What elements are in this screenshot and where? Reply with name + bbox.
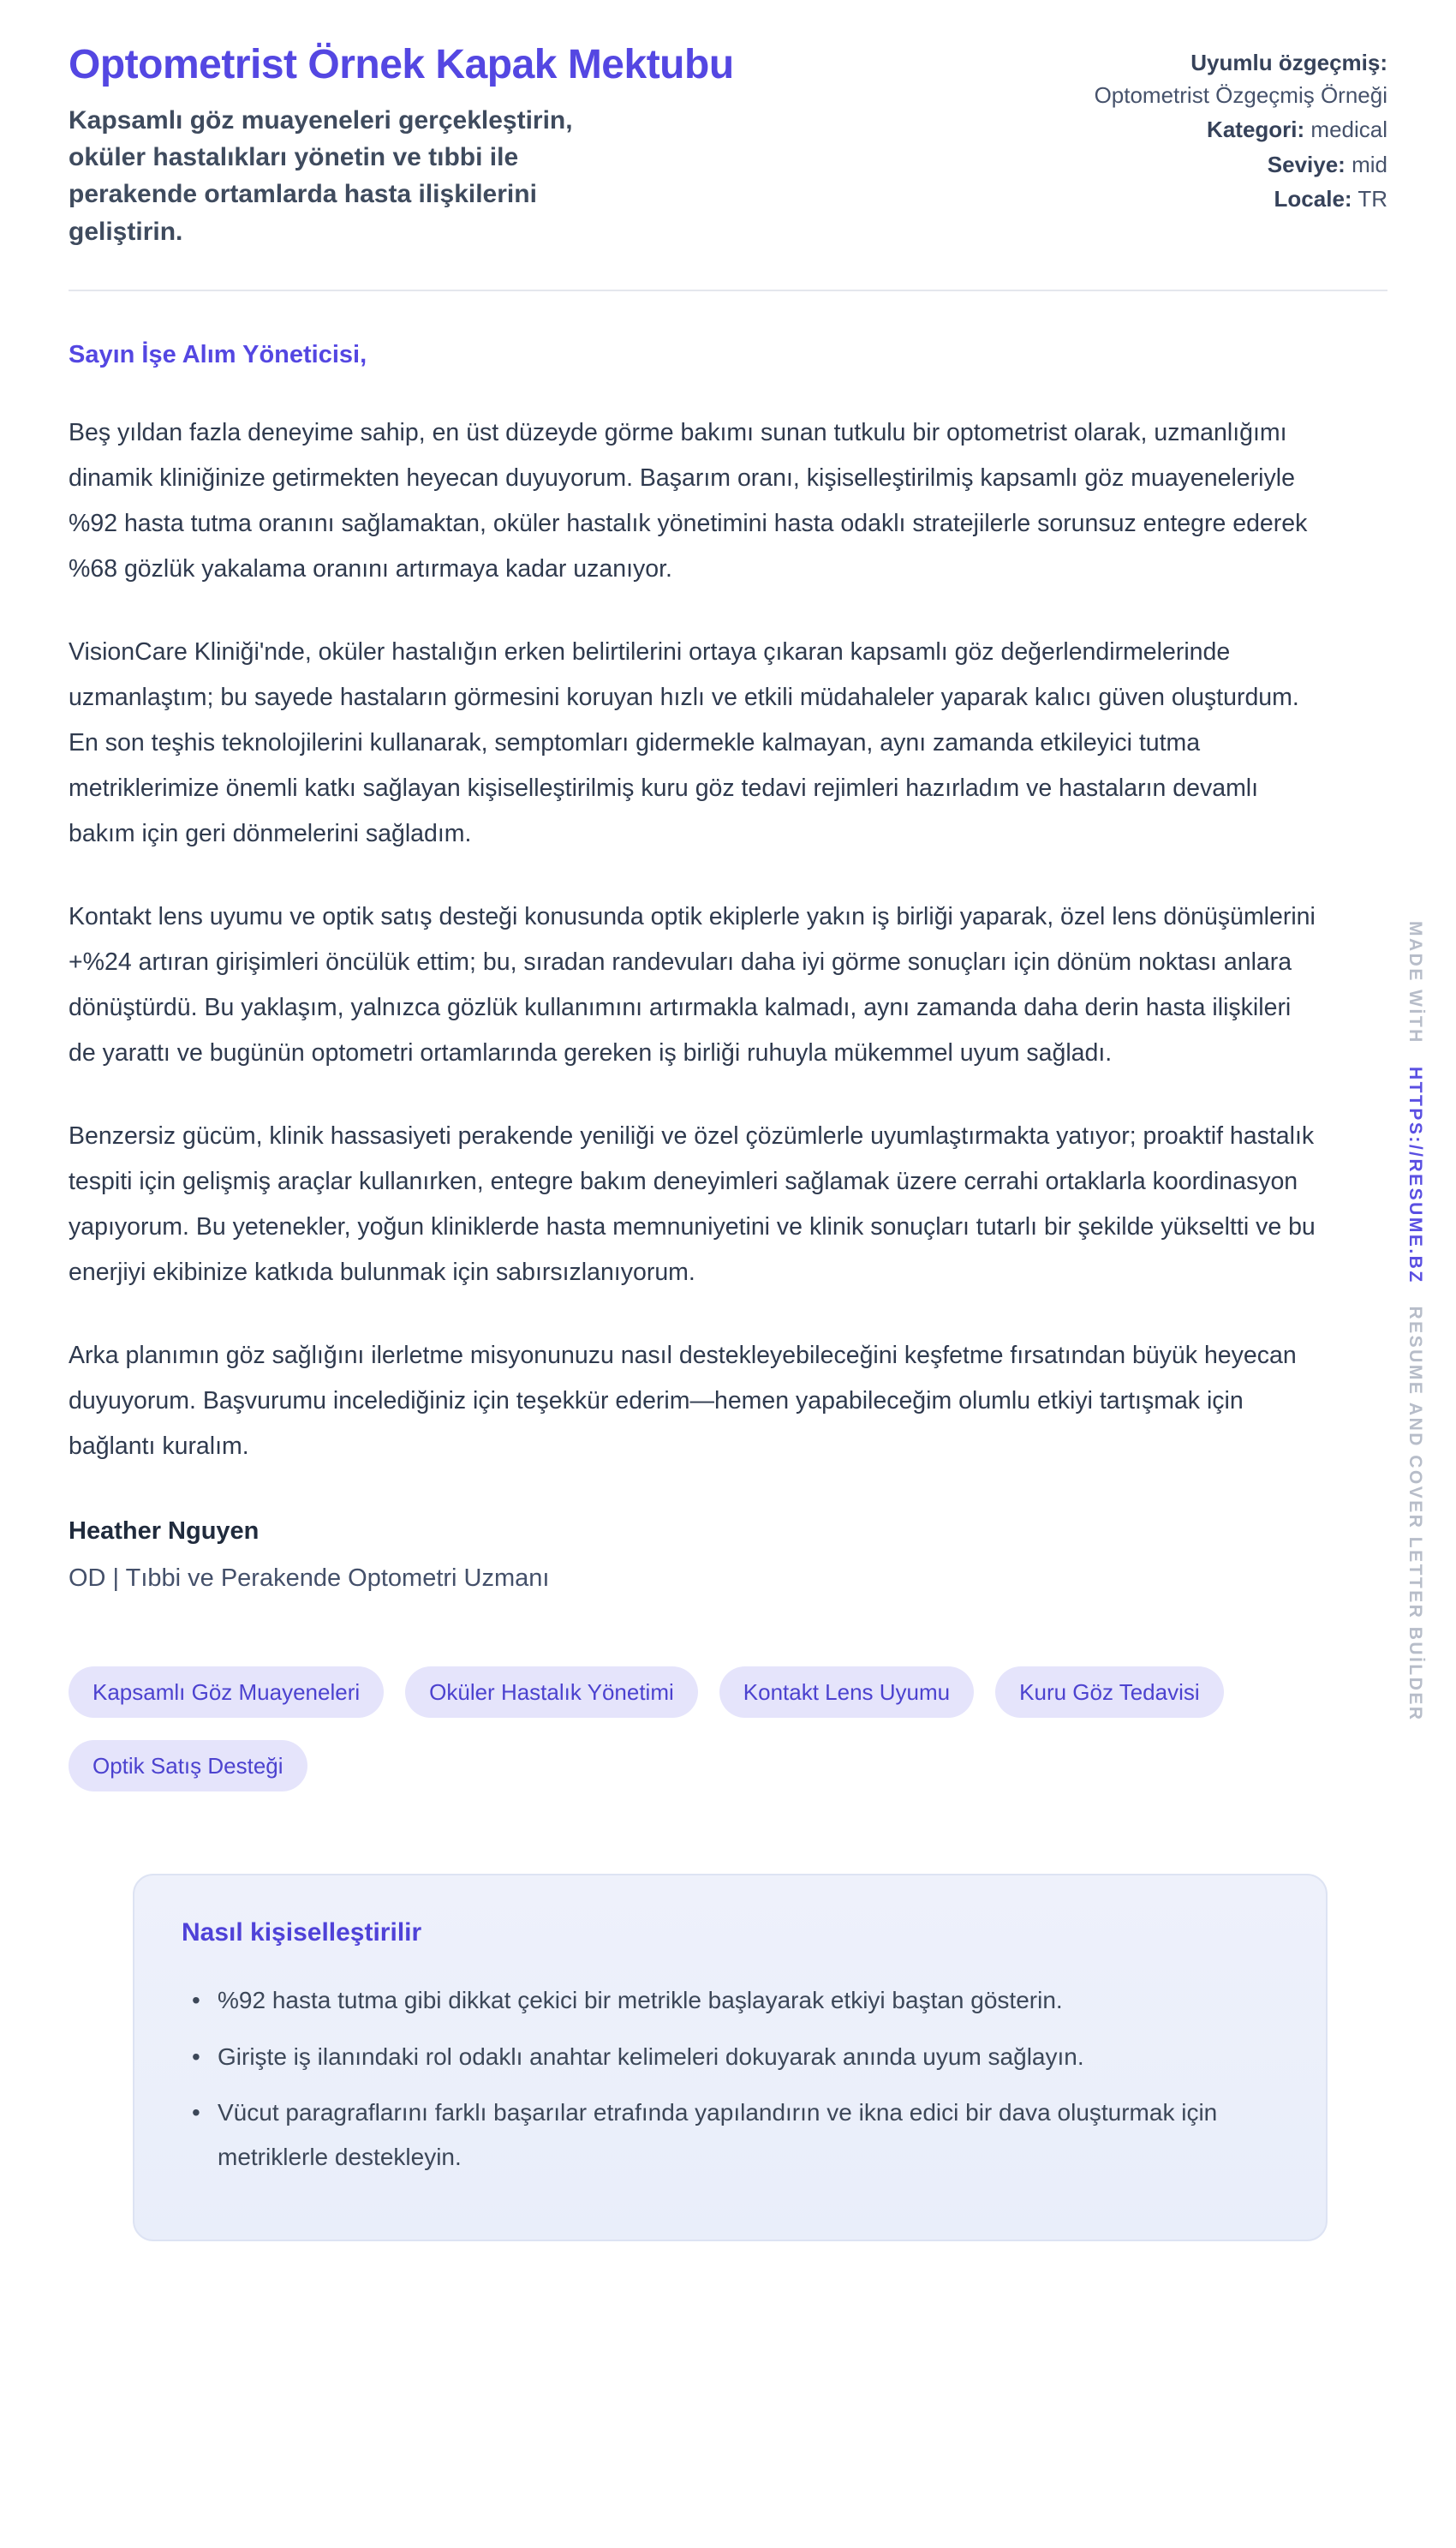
skill-tag[interactable]: Oküler Hastalık Yönetimi — [405, 1666, 698, 1718]
page-subtitle: Kapsamlı göz muayeneleri gerçekleştirin, oküler hastalıkları yönetin ve tıbbi ile perakende ortamlarda hasta ilişkilerini geliştirin. — [69, 106, 573, 246]
letter-greeting: Sayın İşe Alım Yöneticisi, — [69, 340, 367, 368]
meta-locale-label: Locale: — [1274, 185, 1352, 212]
page-header — [69, 0, 1387, 250]
letter-paragraph: Benzersiz gücüm, klinik hassasiyeti perakende yeniliği ve özel çözümlerle uyumlaştırmakta yatıyor; proaktif hastalık tespiti için gelişmiş araçlar kullanırken, entegre bakım deneyimleri sağlamak üzere cerrahi ortaklarla koordinasyon yapıyorum. Bu yetenekler, yoğun kliniklerde hasta memnuniyetini ve klinik sonuçları tutarlı bir şekilde yükseltti ve bu enerjiyi ekibinize katkıda bulunmak için sabırsızlanıyorum. — [69, 1121, 1316, 1286]
meta-level-label: Seviye: — [1267, 151, 1346, 177]
credit-resume-bz-link[interactable]: HTTPS://RESUME.BZ — [1405, 1066, 1425, 1284]
tips-heading: Nasıl kişiselleştirilir — [182, 1917, 422, 1947]
credit-builder-text: RESUME AND COVER LETTER BUİLDER — [1405, 1306, 1425, 1722]
letter-paragraph: VisionCare Kliniği'nde, oküler hastalığın erken belirtilerini ortaya çıkaran kapsamlı göz değerlendirmelerinde uzmanlaştım; bu sayede hastaların görmesini koruyan hızlı ve etkili müdahaleler yaparak kalıcı güven oluşturdum. En son teşhis teknolojilerini kullanarak, semptomları gidermekle kalmayan, aynı zamanda etkileyici tutma metriklerimize önemli katkı sağlayan kişiselleştirilmiş kuru göz tedavi rejimleri hazırladım ve hastaların devamlı bakım için geri dönmelerini sağladım. — [69, 637, 1299, 847]
header-divider — [69, 290, 1387, 291]
resume-meta-panel — [1079, 41, 1387, 217]
personalization-tips-box — [133, 1874, 1328, 2241]
letter-paragraph: Kontakt lens uyumu ve optik satış desteği konusunda optik ekiplerle yakın iş birliği yaparak, özel lens dönüşümlerini +%24 artıran girişimleri öncülük ettim; bu, sıradan randevuları daha iyi görme sonuçları için dönüm noktası anlara dönüştürdü. Bu yaklaşım, yalnızca gözlük kullanımını artırmakla kalmadı, aynı zamanda daha derin hasta ilişkileri de yarattı ve bugünün optometri ortamlarında gereken iş birliği ruhuyla mükemmel uyum sağladı. — [69, 902, 1316, 1067]
skill-tag[interactable]: Kapsamlı Göz Muayeneleri — [69, 1666, 384, 1718]
tips-item: • Vücut paragraflarını farklı başarılar etrafında yapılandırın ve ikna edici bir dava oluşturmak için metriklerle destekleyin. — [182, 2090, 1274, 2180]
letter-paragraph: Arka planımın göz sağlığını ilerletme misyonunuzu nasıl destekleyebileceğini keşfetme fırsatından büyük heyecan duyuyorum. Başvurumu incelediğiniz için teşekkür ederim—hemen yapabileceğim olumlu etkiyi tartışmak için bağlantı kuralım. — [69, 1341, 1297, 1460]
meta-locale-value: TR — [1358, 185, 1387, 212]
skill-tag[interactable]: Kontakt Lens Uyumu — [719, 1666, 974, 1718]
meta-category — [1079, 113, 1387, 146]
header-title-block — [69, 41, 734, 250]
letter-paragraph: Beş yıldan fazla deneyime sahip, en üst düzeyde görme bakımı sunan tutkulu bir optometrist olarak, uzmanlığımı dinamik kliniğinize getirmekten heyecan duyuyorum. Başarım oranı, kişiselleştirilmiş kapsamlı göz muayeneleriyle %92 hasta tutma oranını sağlamaktan, oküler hastalık yönetimini hasta odaklı stratejilerle sorunsuz entegre ederek %68 gözlük yakalama oranını artırmaya kadar uzanıyor. — [69, 418, 1308, 583]
meta-level-value: mid — [1352, 151, 1387, 177]
meta-level — [1079, 148, 1387, 181]
meta-matching-resume-label: Uyumlu özgeçmiş: — [1190, 50, 1387, 75]
made-with-credit — [1405, 921, 1425, 1722]
skill-tags — [69, 1666, 1319, 1791]
tips-item: • %92 hasta tutma gibi dikkat çekici bir metrikle başlayarak etkiyi baştan gösterin. — [182, 1978, 1274, 2023]
letter-body — [69, 341, 1387, 2241]
letter-signature — [69, 1517, 1387, 1593]
signature-role: OD | Tıbbi ve Perakende Optometri Uzmanı — [69, 1564, 550, 1592]
tips-list — [182, 1978, 1274, 2180]
tips-item: • Girişte iş ilanındaki rol odaklı anahtar kelimeleri dokuyarak anında uyum sağlayın. — [182, 2035, 1274, 2079]
meta-category-label: Kategori: — [1207, 117, 1305, 143]
meta-matching-resume — [1079, 46, 1387, 111]
credit-made-with-text: MADE WİTH — [1405, 921, 1425, 1044]
page-title: Optometrist Örnek Kapak Mektubu — [69, 42, 734, 87]
meta-locale — [1079, 182, 1387, 215]
meta-matching-resume-value: Optometrist Özgeçmiş Örneği — [1094, 82, 1387, 109]
signature-name: Heather Nguyen — [69, 1516, 260, 1545]
skill-tag[interactable]: Kuru Göz Tedavisi — [995, 1666, 1224, 1718]
meta-category-value: medical — [1310, 117, 1387, 143]
skill-tag[interactable]: Optik Satış Desteği — [69, 1740, 307, 1791]
